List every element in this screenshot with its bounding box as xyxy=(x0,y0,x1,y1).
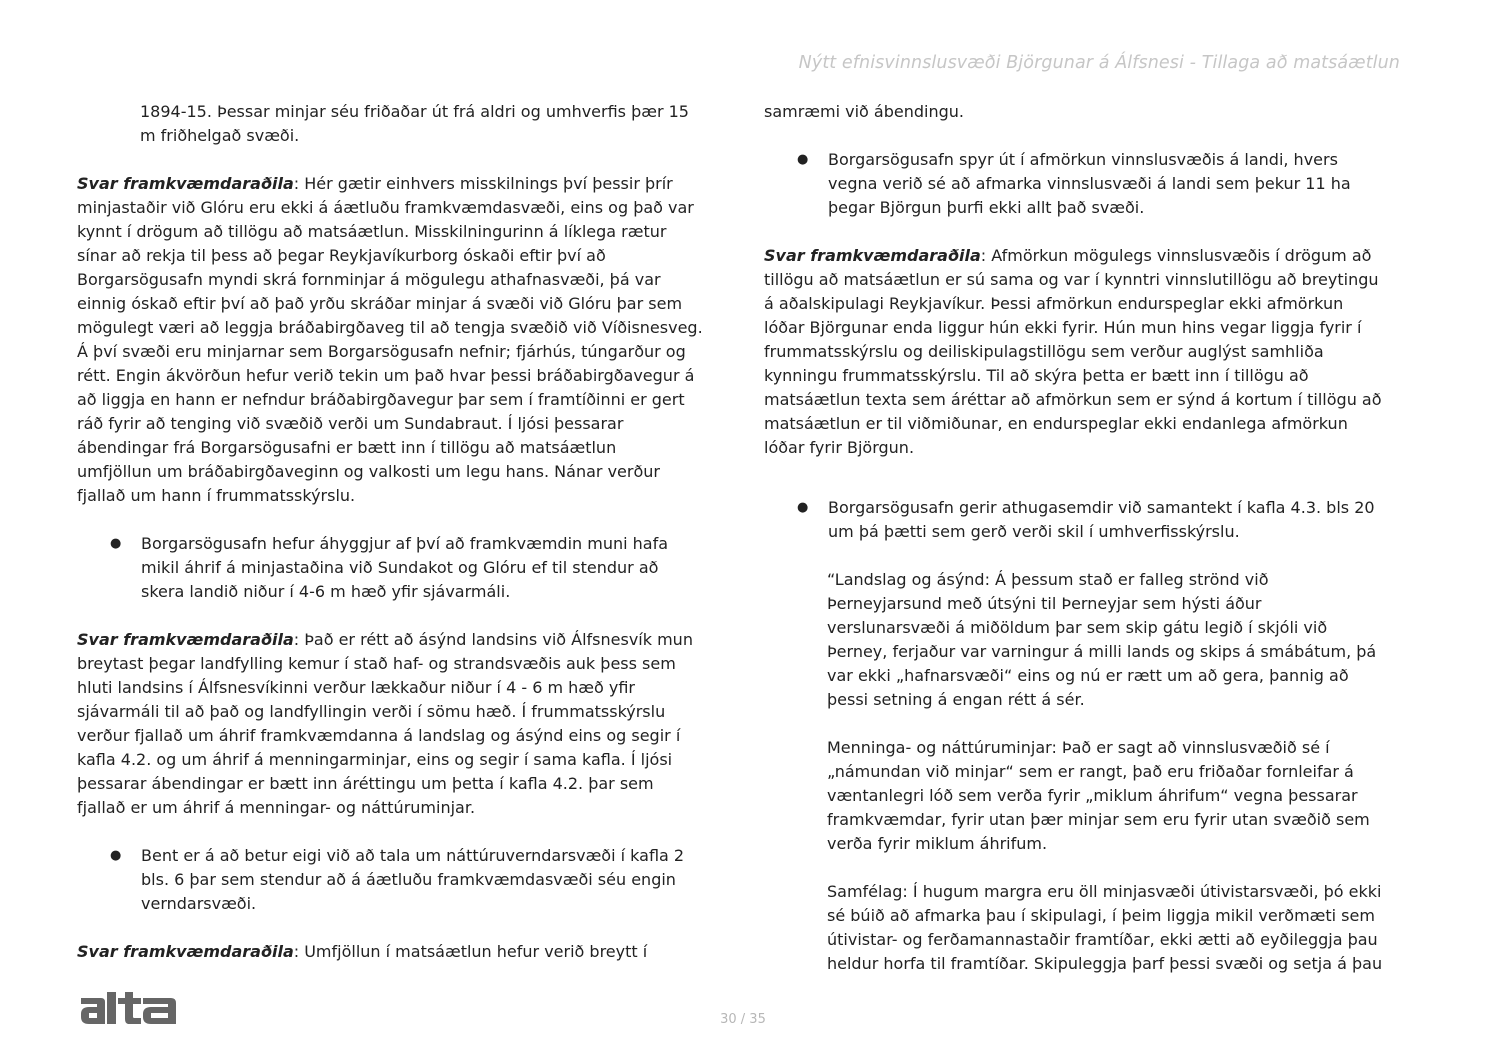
text-line: verslunarsvæði á miðöldum þar sem skip gátu legið í skjóli við xyxy=(827,618,1328,637)
text-line: Svar framkvæmdaraðila: Það er rétt að ásýnd landsins við Álfsnesvík mun xyxy=(77,630,693,649)
text-line: um þá þætti sem gerð verði skil í umhverfisskýrslu. xyxy=(828,522,1240,541)
response-paragraph xyxy=(77,172,717,508)
text-line: einnig óskað eftir því að það yrðu skráðar minjar á svæði við Glóru þar sem xyxy=(77,294,683,313)
text-line: Þerneyjarsund með útsýni til Þerneyjar sem hýsti áður xyxy=(827,594,1262,613)
text-line: samræmi við ábendingu. xyxy=(764,102,964,121)
text-line: Svar framkvæmdaraðila: Hér gætir einhvers misskilnings því þessir þrír xyxy=(77,174,673,193)
text-line: ábendingar frá Borgarsögusafni er bætt inn í tillögu að matsáætlun xyxy=(77,438,617,457)
text-span: Hér gætir einhvers misskilnings því þessir þrír xyxy=(304,174,673,193)
text-line: frummatsskýrslu og deiliskipulagstillögu sem verður auglýst samhliða xyxy=(764,342,1324,361)
text-line: þegar Björgun þurfi ekki allt það svæði. xyxy=(828,198,1145,217)
text-line: verður fjallað um áhrif framkvæmdanna á landslag og ásýnd eins og segir í xyxy=(77,726,681,745)
text-line: vegna verið sé að afmarka vinnslusvæði á landi sem þekur 11 ha xyxy=(828,174,1351,193)
quote-paragraph xyxy=(827,568,1404,712)
text-line: minjastaðir við Glóru eru ekki á áætluðu framkvæmdasvæði, eins og það var xyxy=(77,198,694,217)
text-line: Samfélag: Í hugum margra eru öll minjasvæði útivistarsvæði, þó ekki xyxy=(827,882,1382,901)
response-label: Svar framkvæmdaraðila xyxy=(77,174,294,193)
text-line: kynningu frummatsskýrslu. Til að skýra þetta er bætt inn í tillögu að xyxy=(764,366,1309,385)
bullet-icon: ● xyxy=(797,500,809,515)
text-line: mögulegt væri að leggja bráðabirgðaveg til að tengja svæðið við Víðisnesveg. xyxy=(77,318,703,337)
text-line: umfjöllun um bráðabirgðaveginn og valkosti um legu hans. Nánar verður xyxy=(77,462,660,481)
text-line: lóðar fyrir Björgun. xyxy=(764,438,915,457)
text-line: rétt. Engin ákvörðun hefur verið tekin um það hvar þessi bráðabirgðavegur á xyxy=(77,366,695,385)
quote-paragraph xyxy=(827,880,1404,976)
text-line: þessarar ábendingar er bætt inn áréttingu um þetta í kafla 4.2. þar sem xyxy=(77,774,654,793)
text-line: matsáætlun er til viðmiðunar, en endurspeglar ekki endanlega afmörkun xyxy=(764,414,1348,433)
text-line: kafla 4.2. og um áhrif á menningarminjar, eins og segir í sama kafla. Í ljósi xyxy=(77,750,673,769)
text-line: á aðalskipulagi Reykjavíkur. Þessi afmörkun endurspeglar ekki afmörkun xyxy=(764,294,1344,313)
text-line: Borgarsögusafn gerir athugasemdir við samantekt í kafla 4.3. bls 20 xyxy=(828,498,1375,517)
text-line: verndarsvæði. xyxy=(141,894,257,913)
text-line: Menninga- og náttúruminjar: Það er sagt að vinnslusvæðið sé í xyxy=(827,738,1330,757)
text-line: bls. 6 þar sem stendur að á áætluðu framkvæmdasvæði séu engin xyxy=(141,870,676,889)
text-line: tillögu að matsáætlun er sú sama og var í kynntri vinnslutillögu að breytingu xyxy=(764,270,1379,289)
text-line: fjallað er um áhrif á menningar- og náttúruminjar. xyxy=(77,798,476,817)
bullet-item xyxy=(797,496,1404,544)
quote-paragraph xyxy=(827,736,1404,856)
text-line: lóðar Björgunar enda liggur hún ekki fyrir. Hún mun hins vegar liggja fyrir í xyxy=(764,318,1362,337)
right-column xyxy=(764,100,1404,1000)
text-line: skera landið niður í 4-6 m hæð yfir sjávarmáli. xyxy=(141,582,511,601)
bullet-item xyxy=(797,148,1404,220)
text-line: kynnt í drögum að tillögu að matsáætlun. Misskilningurinn á líklega rætur xyxy=(77,222,667,241)
bullet-icon: ● xyxy=(110,848,122,863)
text-line: sé búið að afmarka þau í skipulagi, í þeim liggja mikil verðmæti sem xyxy=(827,906,1375,925)
text-line: Borgarsögusafn spyr út í afmörkun vinnslusvæðis á landi, hvers xyxy=(828,150,1338,169)
text-line: verða fyrir miklum áhrifum. xyxy=(827,834,1048,853)
text-line: væntanlegri lóð sem verða fyrir „miklum áhrifum“ vegna þessarar xyxy=(827,786,1358,805)
text-line: 1894-15. Þessar minjar séu friðaðar út frá aldri og umhverfis þær 15 xyxy=(140,102,689,121)
text-line: fjallað um hann í frummatsskýrslu. xyxy=(77,486,356,505)
continued-paragraph xyxy=(764,100,1404,124)
bullet-icon: ● xyxy=(797,152,809,167)
text-line: ráð fyrir að tenging við svæðið verði um Sundabraut. Í ljósi þessarar xyxy=(77,414,624,433)
text-span: Afmörkun mögulegs vinnslusvæðis í drögum að xyxy=(991,246,1372,265)
text-line: Bent er á að betur eigi við að tala um náttúruverndarsvæði í kafla 2 xyxy=(141,846,685,865)
text-line: matsáætlun texta sem áréttar að afmörkun sem er sýnd á kortum í tillögu að xyxy=(764,390,1382,409)
text-line: „námundan við minjar“ sem er rangt, það eru friðaðar fornleifar á xyxy=(827,762,1354,781)
response-paragraph xyxy=(77,628,717,820)
text-line: Borgarsögusafn hefur áhyggjur af því að framkvæmdin muni hafa xyxy=(141,534,669,553)
text-line: að liggja en hann er nefndur bráðabirgðavegur þar sem í framtíðinni er gert xyxy=(77,390,685,409)
page-number: 30 / 35 xyxy=(720,1012,766,1027)
left-continued-list-item xyxy=(140,100,717,148)
text-line: mikil áhrif á minjastaðina við Sundakot og Glóru ef til stendur að xyxy=(141,558,659,577)
response-label: Svar framkvæmdaraðila xyxy=(764,246,981,265)
response-paragraph xyxy=(77,940,717,964)
text-line: Svar framkvæmdaraðila: Umfjöllun í matsáætlun hefur verið breytt í xyxy=(77,942,648,961)
text-line: Svar framkvæmdaraðila: Afmörkun mögulegs vinnslusvæðis í drögum að xyxy=(764,246,1372,265)
text-line: sínar að rekja til þess að þegar Reykjavíkurborg óskaði eftir því að xyxy=(77,246,606,265)
response-paragraph xyxy=(764,244,1404,460)
text-line: var ekki „hafnarsvæði“ eins og nú er rætt um að gera, þannig að xyxy=(827,666,1349,685)
text-span: Umfjöllun í matsáætlun hefur verið breytt í xyxy=(304,942,648,961)
text-line: Þerney, ferjaður var varningur á milli lands og skips á smábátum, þá xyxy=(827,642,1377,661)
running-header: Nýtt efnisvinnslusvæði Björgunar á Álfsnesi - Tillaga að matsáætlun xyxy=(798,53,1400,73)
text-line: m friðhelgað svæði. xyxy=(140,126,300,145)
text-line: “Landslag og ásýnd: Á þessum stað er falleg strönd við xyxy=(827,570,1269,589)
text-line: útivistar- og ferðamannastaðir framtíðar, ekki ætti að eyðileggja þau xyxy=(827,930,1378,949)
text-span: Það er rétt að ásýnd landsins við Álfsnesvík mun xyxy=(304,630,693,649)
bullet-item xyxy=(110,844,717,916)
text-line: Borgarsögusafn myndi skrá fornminjar á mögulegu athafnasvæði, þá var xyxy=(77,270,661,289)
text-line: heldur horfa til framtíðar. Skipuleggja þarf þessi svæði og setja á þau xyxy=(827,954,1383,973)
bullet-icon: ● xyxy=(110,536,122,551)
bullet-item xyxy=(110,532,717,604)
response-label: Svar framkvæmdaraðila xyxy=(77,942,294,961)
text-line: hluti landsins í Álfsnesvíkinni verður lækkaður niður í 4 - 6 m hæð yfir xyxy=(77,678,635,697)
text-line: Á því svæði eru minjarnar sem Borgarsögusafn nefnir; fjárhús, túngarður og xyxy=(77,342,686,361)
text-line: framkvæmdar, fyrir utan þær minjar sem eru fyrir utan svæðið sem xyxy=(827,810,1370,829)
left-column xyxy=(77,100,717,988)
text-line: breytast þegar landfylling kemur í stað haf- og strandsvæðis auk þess sem xyxy=(77,654,676,673)
text-line: sjávarmáli til að það og landfyllingin verði í sömu hæð. Í frummatsskýrslu xyxy=(77,702,666,721)
text-line: þessi setning á engan rétt á sér. xyxy=(827,690,1085,709)
response-label: Svar framkvæmdaraðila xyxy=(77,630,294,649)
